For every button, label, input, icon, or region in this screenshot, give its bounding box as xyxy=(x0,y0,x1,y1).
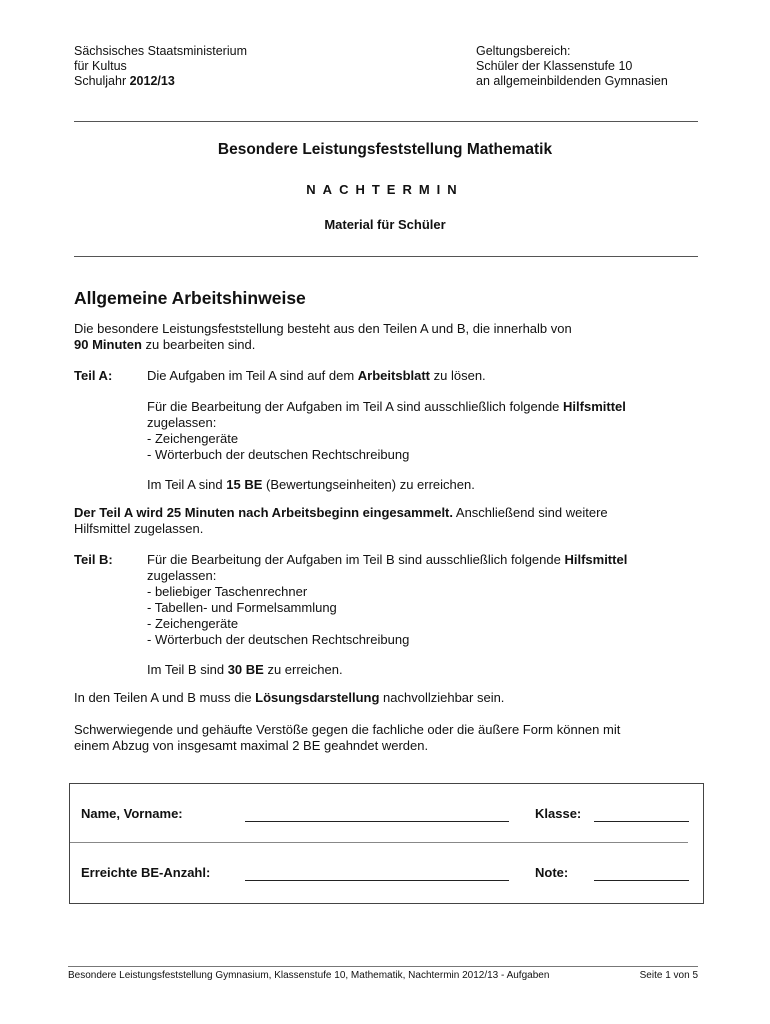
penalty-line-2: einem Abzug von insgesamt maximal 2 BE geahndet werden. xyxy=(74,738,429,753)
penalty-line-1: Schwerwiegende und gehäufte Verstöße gegen die fachliche oder die äußere Form können mit xyxy=(74,722,621,737)
grade-field[interactable] xyxy=(594,880,689,881)
intro-line-1: Die besondere Leistungsfeststellung besteht aus den Teilen A und B, die innerhalb von xyxy=(74,321,572,336)
teil-b-line-1-cont: zugelassen: xyxy=(147,568,217,583)
teil-a-line-1-pre: Die Aufgaben im Teil A sind auf dem xyxy=(147,368,358,383)
nachtermin-label: NACHTERMIN xyxy=(306,182,464,197)
section-heading: Allgemeine Arbeitshinweise xyxy=(74,288,306,308)
teil-b-text xyxy=(147,552,707,678)
name-field[interactable] xyxy=(245,821,509,822)
document-title: Besondere Leistungsfeststellung Mathematik xyxy=(217,141,553,158)
scope-line-1: Geltungsbereich: xyxy=(476,44,571,58)
teil-a-item-2: - Wörterbuch der deutschen Rechtschreibung xyxy=(147,447,410,462)
teil-a-line-1-post: zu lösen. xyxy=(430,368,486,383)
title-divider xyxy=(74,256,698,257)
teil-b-points-bold: 30 BE xyxy=(227,662,264,677)
material-label: Material für Schüler xyxy=(324,217,446,232)
teil-a-points-post: (Bewertungseinheiten) zu erreichen. xyxy=(262,477,475,492)
solution-pre: In den Teilen A und B muss die xyxy=(74,690,256,705)
solution-post: nachvollziehbar sein. xyxy=(379,690,505,705)
header-right xyxy=(476,44,668,89)
teil-a-text xyxy=(147,368,707,493)
footer-text: Besondere Leistungsfeststellung Gymnasium, Klassenstufe 10, Mathematik, Nachtermin 2012/13 - Aufgaben xyxy=(68,970,550,981)
teil-b-line-1-bold: Hilfsmittel xyxy=(564,552,628,567)
teil-b-points-post: zu erreichen. xyxy=(263,662,343,677)
header-left xyxy=(74,44,247,89)
teil-a-line-2 xyxy=(147,399,707,415)
teil-a-item-1: - Zeichengeräte xyxy=(147,431,239,446)
ministry-line-2: für Kultus xyxy=(74,59,127,73)
collect-line-1 xyxy=(74,505,704,521)
teil-b-points xyxy=(147,662,707,678)
grade-label: Note: xyxy=(535,865,569,880)
class-label: Klasse: xyxy=(535,806,582,821)
solution-paragraph xyxy=(74,690,504,706)
collect-bold: Der Teil A wird 25 Minuten nach Arbeitsbeginn eingesammelt. xyxy=(74,505,453,520)
teil-a-line-2-cont: zugelassen: xyxy=(147,415,217,430)
student-info-box xyxy=(69,783,704,904)
header-divider xyxy=(74,121,698,122)
name-label: Name, Vorname: xyxy=(81,806,183,821)
teil-b-item-2: - Tabellen- und Formelsammlung xyxy=(147,600,337,615)
teil-a-line-1-bold: Arbeitsblatt xyxy=(357,368,431,383)
teil-a-points xyxy=(147,477,707,493)
form-row-divider xyxy=(70,842,688,843)
page-number: Seite 1 von 5 xyxy=(639,970,698,981)
teil-a-label: Teil A: xyxy=(74,368,113,383)
teil-b-points-pre: Im Teil B sind xyxy=(147,662,228,677)
teil-b-item-4: - Wörterbuch der deutschen Rechtschreibung xyxy=(147,632,410,647)
intro-line-2 xyxy=(74,337,572,353)
scope-line-2: Schüler der Klassenstufe 10 xyxy=(476,59,633,73)
teil-a-points-bold: 15 BE xyxy=(226,477,263,492)
scope-line-3: an allgemeinbildenden Gymnasien xyxy=(476,74,668,88)
teil-b-item-3: - Zeichengeräte xyxy=(147,616,239,631)
collect-line-2: Hilfsmittel zugelassen. xyxy=(74,521,204,536)
teil-a-line-2-pre: Für die Bearbeitung der Aufgaben im Teil A sind ausschließlich folgende xyxy=(147,399,564,414)
teil-a-points-pre: Im Teil A sind xyxy=(147,477,227,492)
intro-bold: 90 Minuten xyxy=(74,337,142,352)
intro-rest: zu bearbeiten sind. xyxy=(141,337,256,352)
teil-b-item-1: - beliebiger Taschenrechner xyxy=(147,584,308,599)
class-field[interactable] xyxy=(594,821,689,822)
teil-b-line-1-pre: Für die Bearbeitung der Aufgaben im Teil B sind ausschließlich folgende xyxy=(147,552,565,567)
schoolyear-label: Schuljahr xyxy=(74,74,130,88)
teil-a-line-1 xyxy=(147,368,707,384)
ministry-line-1: Sächsisches Staatsministerium xyxy=(74,44,247,58)
intro-paragraph xyxy=(74,321,572,353)
footer-divider xyxy=(68,966,698,967)
solution-bold: Lösungsdarstellung xyxy=(255,690,380,705)
schoolyear-value: 2012/13 xyxy=(129,74,175,88)
schoolyear xyxy=(74,74,247,89)
collect-rest: Anschließend sind weitere xyxy=(453,505,608,520)
be-count-label: Erreichte BE-Anzahl: xyxy=(81,865,211,880)
teil-b-label: Teil B: xyxy=(74,552,113,567)
teil-b-line-1 xyxy=(147,552,707,568)
collect-paragraph xyxy=(74,505,704,537)
be-count-field[interactable] xyxy=(245,880,509,881)
penalty-paragraph xyxy=(74,722,714,754)
teil-a-line-2-bold: Hilfsmittel xyxy=(563,399,626,414)
